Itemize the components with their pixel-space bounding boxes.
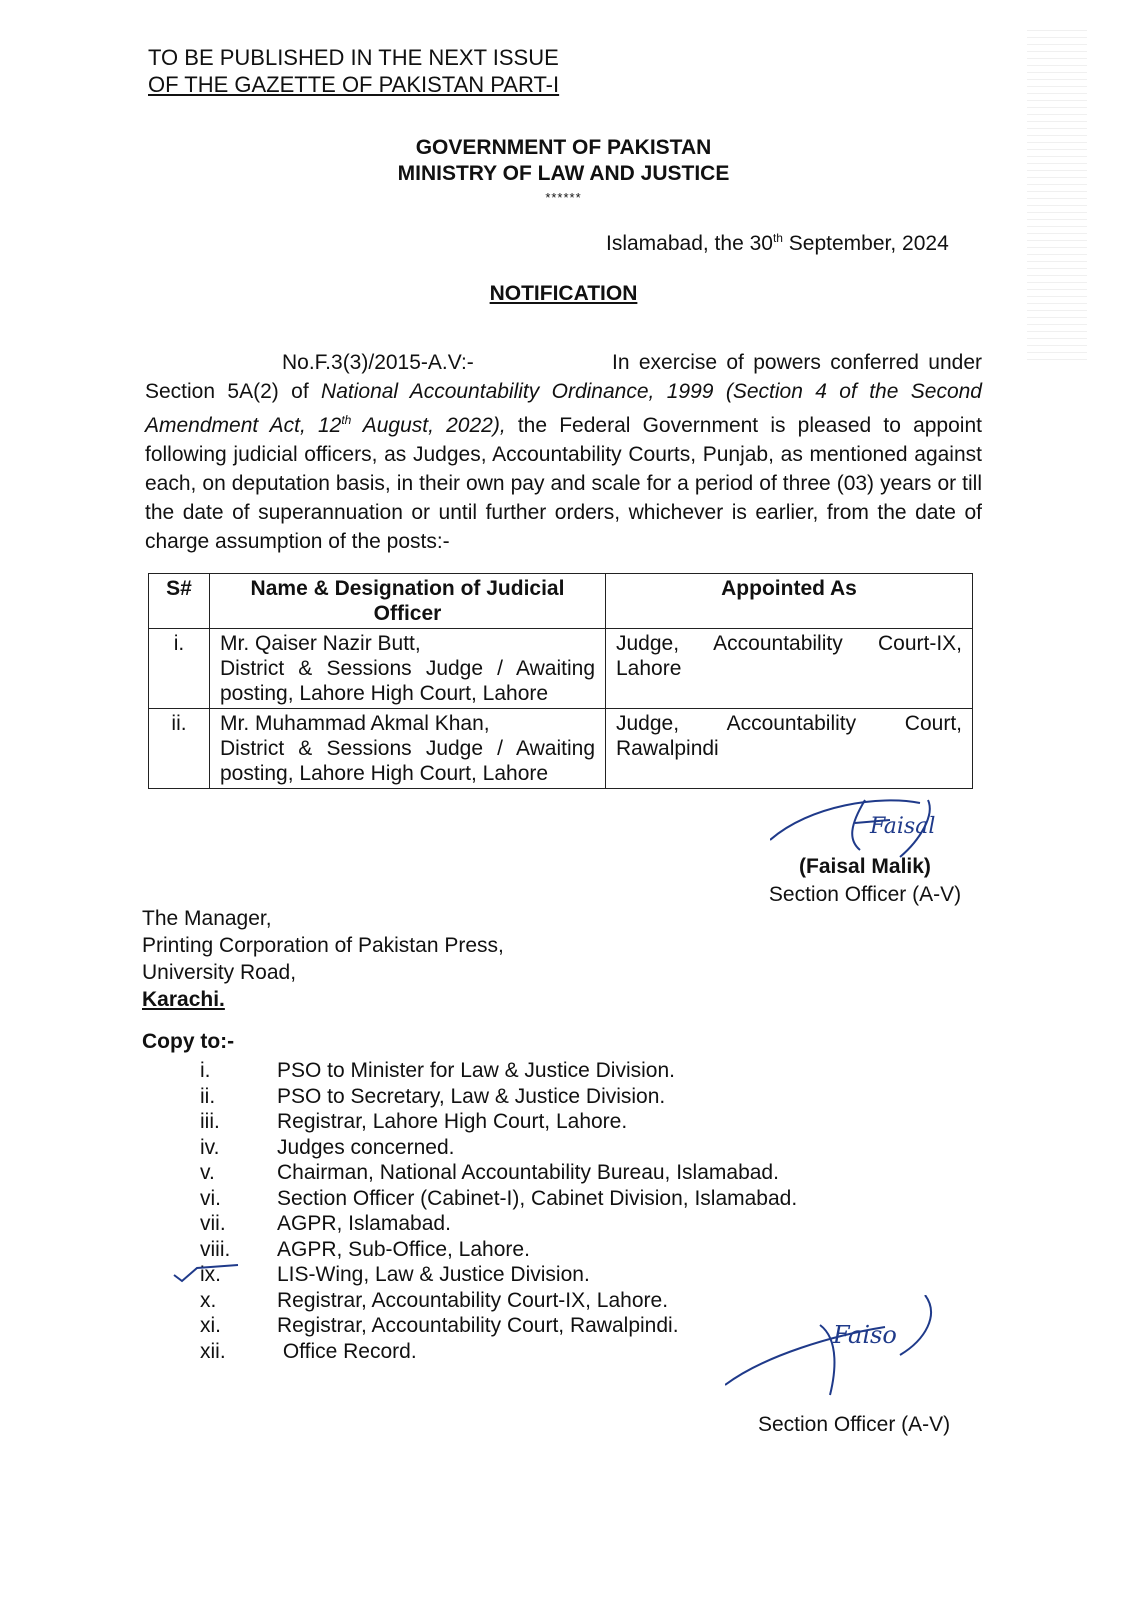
list-item [200, 1313, 797, 1339]
item-number: iv. [200, 1135, 220, 1159]
list-item [200, 1186, 797, 1212]
header-appointed: Appointed As [606, 574, 973, 629]
officer-name: Mr. Qaiser Nazir Butt, [220, 632, 421, 655]
copy-to-heading: Copy to:- [142, 1030, 235, 1053]
signature-scrawl: Faisal [870, 814, 936, 839]
item-number: v. [200, 1161, 215, 1184]
row-officer [210, 709, 606, 789]
address-line-1: The Manager, [142, 907, 272, 930]
officer-designation: District & Sessions Judge / Awaiting posting, Lahore High Court, Lahore [220, 657, 595, 705]
row-serial: i. [149, 629, 210, 709]
row-appointed: Judge, Accountability Court-IX, Lahore [606, 629, 973, 709]
ministry-heading: MINISTRY OF LAW AND JUSTICE [397, 162, 730, 185]
officer-name: Mr. Muhammad Akmal Khan, [220, 712, 490, 735]
item-number: vi. [200, 1186, 221, 1210]
date-rest: September, 2024 [782, 232, 949, 255]
list-item [200, 1211, 797, 1237]
date-line [606, 231, 949, 256]
header-name: Name & Designation of Judicial Officer [210, 574, 606, 629]
item-text: LIS-Wing, Law & Justice Division. [277, 1263, 590, 1286]
item-text: Registrar, Accountability Court-IX, Lahore. [277, 1288, 669, 1312]
notification-body [145, 348, 982, 556]
list-item [200, 1262, 797, 1288]
address-line-3: University Road, [142, 961, 297, 984]
body-part-b: National Accountability Ordinance, 1999 (Section 4 of the Second Amendment Act, 12 [145, 380, 982, 437]
header-serial: S# [149, 574, 210, 629]
row-officer [210, 629, 606, 709]
reference-number: No.F.3(3)/2015-A.V:- [282, 351, 474, 374]
gazette-publication-note [148, 44, 559, 98]
item-text: Registrar, Lahore High Court, Lahore. [277, 1110, 628, 1133]
table-header-row [149, 574, 973, 629]
item-number: xi. [200, 1314, 221, 1337]
signatory-designation: Section Officer (A-V) [768, 883, 962, 906]
list-item [200, 1339, 797, 1365]
signature-scrawl: Faiso [833, 1321, 897, 1349]
body-part-c: August, 2022), [351, 414, 506, 437]
body-part-b-sup: th [341, 413, 352, 427]
item-text: PSO to Secretary, Law & Justice Division. [277, 1084, 666, 1108]
appointments-table [148, 573, 973, 789]
list-item [200, 1160, 797, 1186]
item-text: Judges concerned. [277, 1135, 455, 1159]
checkmark-icon [172, 1263, 242, 1283]
body-part-a: In exercise of powers conferred under Section 5A(2) of [145, 351, 982, 403]
item-number: ii. [200, 1084, 216, 1108]
notification-title: NOTIFICATION [489, 282, 638, 305]
signature-image [725, 1295, 955, 1405]
item-number: xii. [200, 1339, 226, 1363]
row-appointed: Judge, Accountability Court, Rawalpindi [606, 709, 973, 789]
item-number: vii. [200, 1212, 226, 1235]
row-serial: ii. [149, 709, 210, 789]
officer-designation: District & Sessions Judge / Awaiting posting, Lahore High Court, Lahore [220, 737, 595, 785]
item-number: iii. [200, 1110, 220, 1133]
publish-line-2: OF THE GAZETTE OF PAKISTAN PART-I [148, 72, 560, 97]
copy-to-list [200, 1058, 797, 1364]
footer-signatory-designation: Section Officer (A-V) [758, 1413, 951, 1436]
list-item [200, 1135, 797, 1161]
list-item [200, 1288, 797, 1314]
address-line-2: Printing Corporation of Pakistan Press, [142, 934, 504, 957]
table-row [149, 629, 973, 709]
list-item [200, 1058, 797, 1084]
list-item [200, 1109, 797, 1135]
item-text: PSO to Minister for Law & Justice Division. [277, 1059, 675, 1082]
date-suffix: th [772, 231, 783, 245]
item-text: Registrar, Accountability Court, Rawalpindi. [277, 1314, 679, 1337]
item-number: ix. [200, 1263, 221, 1286]
table-row [149, 709, 973, 789]
recipient-address [142, 905, 504, 1013]
signatory-name: (Faisal Malik) [799, 855, 931, 878]
list-item [200, 1084, 797, 1110]
heading-stars: ****** [545, 190, 582, 205]
item-text: Section Officer (Cabinet-I), Cabinet Division, Islamabad. [277, 1186, 798, 1210]
government-heading: GOVERNMENT OF PAKISTAN [415, 136, 712, 159]
address-line-4: Karachi. [142, 988, 225, 1011]
item-number: i. [200, 1059, 211, 1082]
item-text: AGPR, Sub-Office, Lahore. [277, 1237, 530, 1261]
item-number: viii. [200, 1237, 231, 1261]
body-part-d: the Federal Government is pleased to appoint following judicial officers, as Judges, Accountability Courts, Punjab, as mentioned against each, on deputation basis, in their own pay and scale for a period of three (03) years or till the date of superannuation or until further orders, whichever is earlier, from the date of charge assumption of the posts:- [145, 414, 982, 553]
publish-line-1: TO BE PUBLISHED IN THE NEXT ISSUE [148, 45, 559, 70]
date-prefix: Islamabad, the 30 [606, 232, 773, 255]
list-item [200, 1237, 797, 1263]
item-number: x. [200, 1288, 217, 1312]
item-text: AGPR, Islamabad. [277, 1212, 451, 1235]
item-text: Chairman, National Accountability Bureau, Islamabad. [277, 1161, 779, 1184]
item-text: Office Record. [277, 1339, 417, 1363]
